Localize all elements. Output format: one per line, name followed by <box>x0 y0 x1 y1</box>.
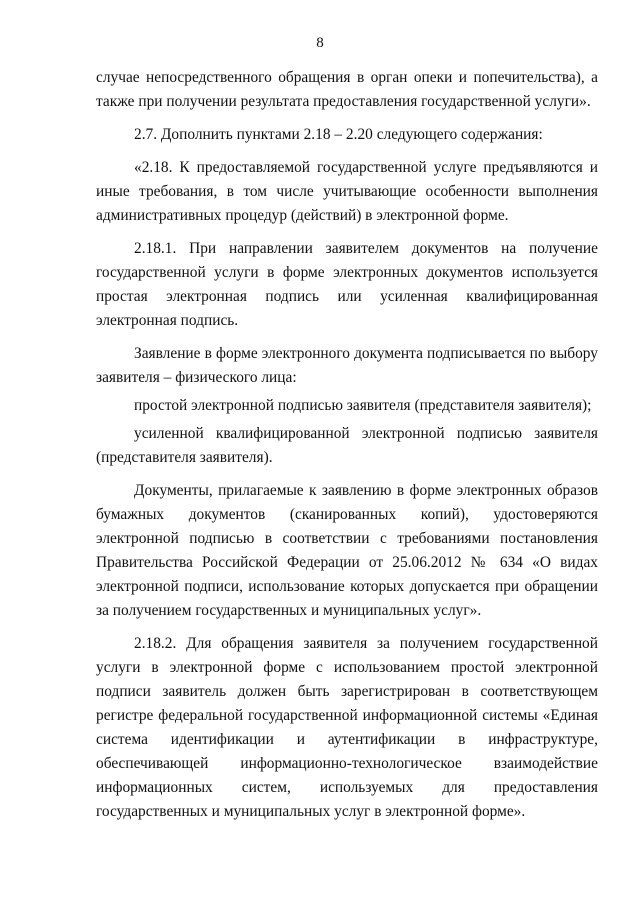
paragraph-8: Документы, прилагаемые к заявлению в форме электронных образов бумажных документов (сканированных копий), удостоверяются электронной подписью в соответствии с требованиями постановления Правительства Российской Федерации от 25.06.2012 № 634 «О видах электронной подписи, использование которых допускается при обращении за получением государственных и муниципальных услуг». <box>96 482 598 619</box>
paragraph-3: «2.18. К предоставляемой государственной услуге предъявляются и иные требования, в том числе учитывающие особенности выполнения административных процедур (действий) в электронной форме. <box>96 159 598 224</box>
paragraph-1: случае непосредственного обращения в орган опеки и попечительства), а также при получении результата предоставления государственной услуги». <box>96 69 598 110</box>
paragraph-2: 2.7. Дополнить пунктами 2.18 – 2.20 следующего содержания: <box>134 126 543 143</box>
document-body <box>96 66 598 833</box>
paragraph-4: 2.18.1. При направлении заявителем документов на получение государственной услуги в форме электронных документов используется простая электронная подпись или усиленная квалифицированная электронная подпись. <box>96 240 598 329</box>
page-number: 8 <box>316 35 324 51</box>
paragraph-5: Заявление в форме электронного документа подписывается по выбору заявителя – физического лица: <box>96 345 598 386</box>
paragraph-7: усиленной квалифицированной электронной подписью заявителя (представителя заявителя). <box>96 425 598 466</box>
paragraph-6: простой электронной подписью заявителя (представителя заявителя); <box>134 397 592 414</box>
paragraph-9: 2.18.2. Для обращения заявителя за получением государственной услуги в электронной форме с использованием простой электронной подписи заявитель должен быть зарегистрирован в соответствующем регистре федеральной государственной информационной системы «Единая система идентификации и аутентификации в инфраструктуре, обеспечивающей информационно-технологическое взаимодействие информационных систем, используемых для предоставления государственных и муниципальных услуг в электронной форме». <box>96 635 598 820</box>
